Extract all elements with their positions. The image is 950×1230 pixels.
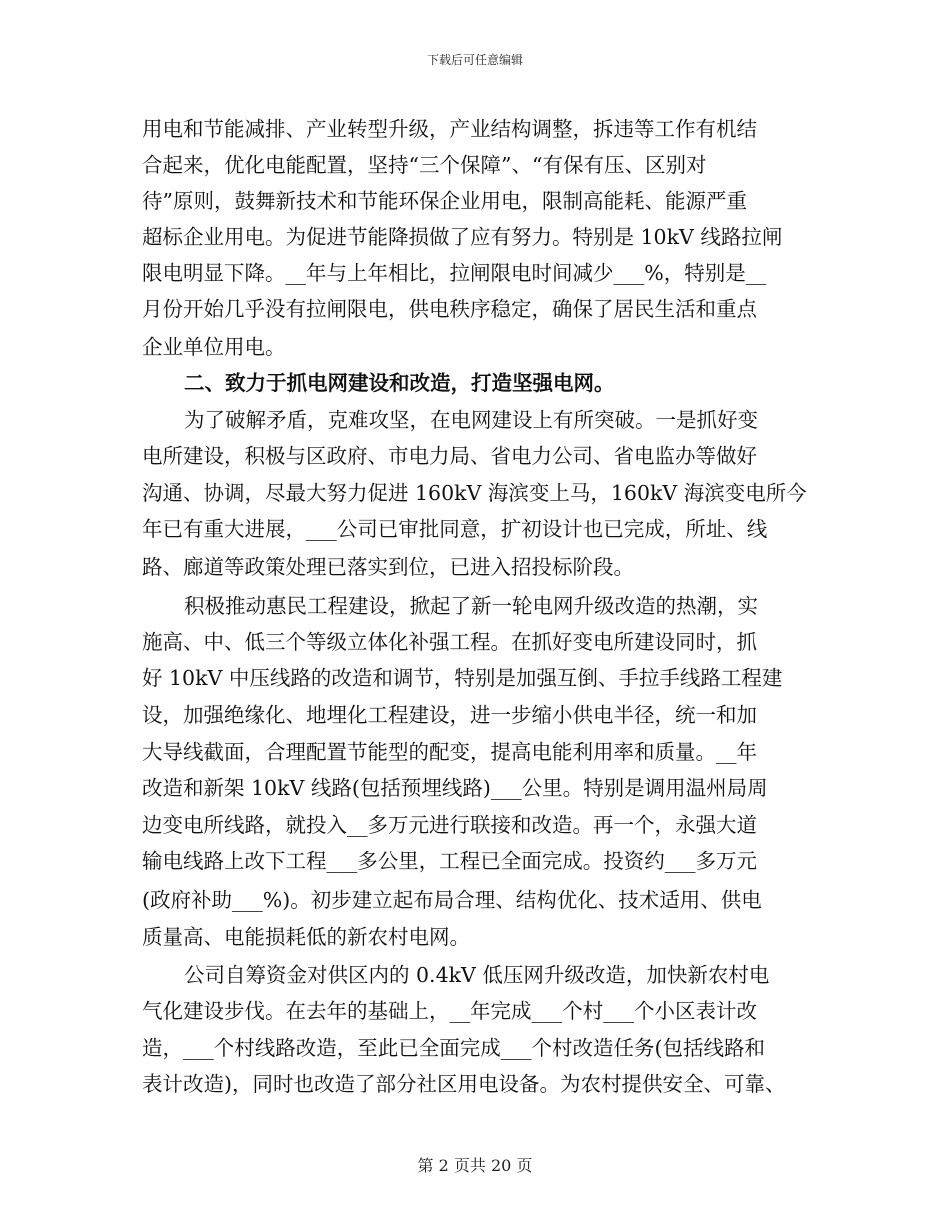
text-line: 为了破解矛盾，克难攻坚，在电网建设上有所突破。一是抓好变 <box>184 408 758 432</box>
text-line: 气化建设步伐。在去年的基础上，__年完成___个村___个小区表计改 <box>142 999 757 1023</box>
text-line: 边变电所线路，就投入__多万元进行联接和改造。再一个，永强大道 <box>142 813 757 837</box>
section-heading: 二、致力于抓电网建设和改造，打造坚强电网。 <box>184 371 615 395</box>
text-line: 电所建设，积极与区政府、市电力局、省电力公司、省电监办等做好 <box>142 444 757 468</box>
text-line: 积极推动惠民工程建设，掀起了新一轮电网升级改造的热潮，实 <box>184 594 758 618</box>
page-header: 下载后可任意编辑 <box>426 53 523 67</box>
text-line: 限电明显下降。__年与上年相比，拉闸限电时间减少___%，特别是__ <box>142 261 767 285</box>
text-line: 表计改造)，同时也改造了部分社区用电设备。为农村提供安全、可靠、 <box>142 1072 786 1096</box>
text-line: (政府补助___%)。初步建立起布局合理、结构优化、技术适用、供电 <box>142 888 762 912</box>
text-line: 待”原则，鼓舞新技术和节能环保企业用电，限制高能耗、能源严重 <box>142 189 747 213</box>
text-line: 月份开始几乎没有拉闸限电，供电秩序稳定，确保了居民生活和重点 <box>142 297 757 321</box>
text-line: 输电线路上改下工程___多公里，工程已全面完成。投资约___多万元 <box>142 849 757 873</box>
text-line: 企业单位用电。 <box>142 335 286 359</box>
page-footer: 第 2 页共 20 页 <box>417 1156 533 1175</box>
text-line: 路、廊道等政策处理已落实到位，已进入招投标阶段。 <box>142 555 634 579</box>
text-line: 年已有重大进展，___公司已审批同意，扩初设计也已完成，所址、线 <box>142 517 768 541</box>
text-line: 造，___个村线路改造，至此已全面完成___个村改造任务(包括线路和 <box>142 1036 765 1060</box>
text-line: 好 10kV 中压线路的改造和调节，特别是加强互倒、手拉手线路工程建 <box>142 666 783 690</box>
text-line: 用电和节能减排、产业转型升级，产业结构调整，拆违等工作有机结 <box>142 117 757 141</box>
text-line: 合起来，优化电能配置，坚持“三个保障”、“有保有压、区别对 <box>142 153 707 177</box>
text-line: 设，加强绝缘化、地埋化工程建设，进一步缩小供电半径，统一和加 <box>142 703 757 727</box>
text-line: 超标企业用电。为促进节能降损做了应有努力。特别是 10kV 线路拉闸 <box>142 225 783 249</box>
text-line: 质量高、电能损耗低的新农村电网。 <box>142 925 470 949</box>
text-line: 施高、中、低三个等级立体化补强工程。在抓好变电所建设同时，抓 <box>142 630 757 654</box>
text-line: 沟通、协调，尽最大努力促进 160kV 海滨变上马，160kV 海滨变电所今 <box>142 481 807 505</box>
text-line: 改造和新架 10kV 线路(包括预埋线路)___公里。特别是调用温州局周 <box>142 776 768 800</box>
text-line: 大导线截面，合理配置节能型的配变，提高电能利用率和质量。__年 <box>142 740 757 764</box>
text-line: 公司自筹资金对供区内的 0.4kV 低压网升级改造，加快新农村电 <box>184 963 770 987</box>
